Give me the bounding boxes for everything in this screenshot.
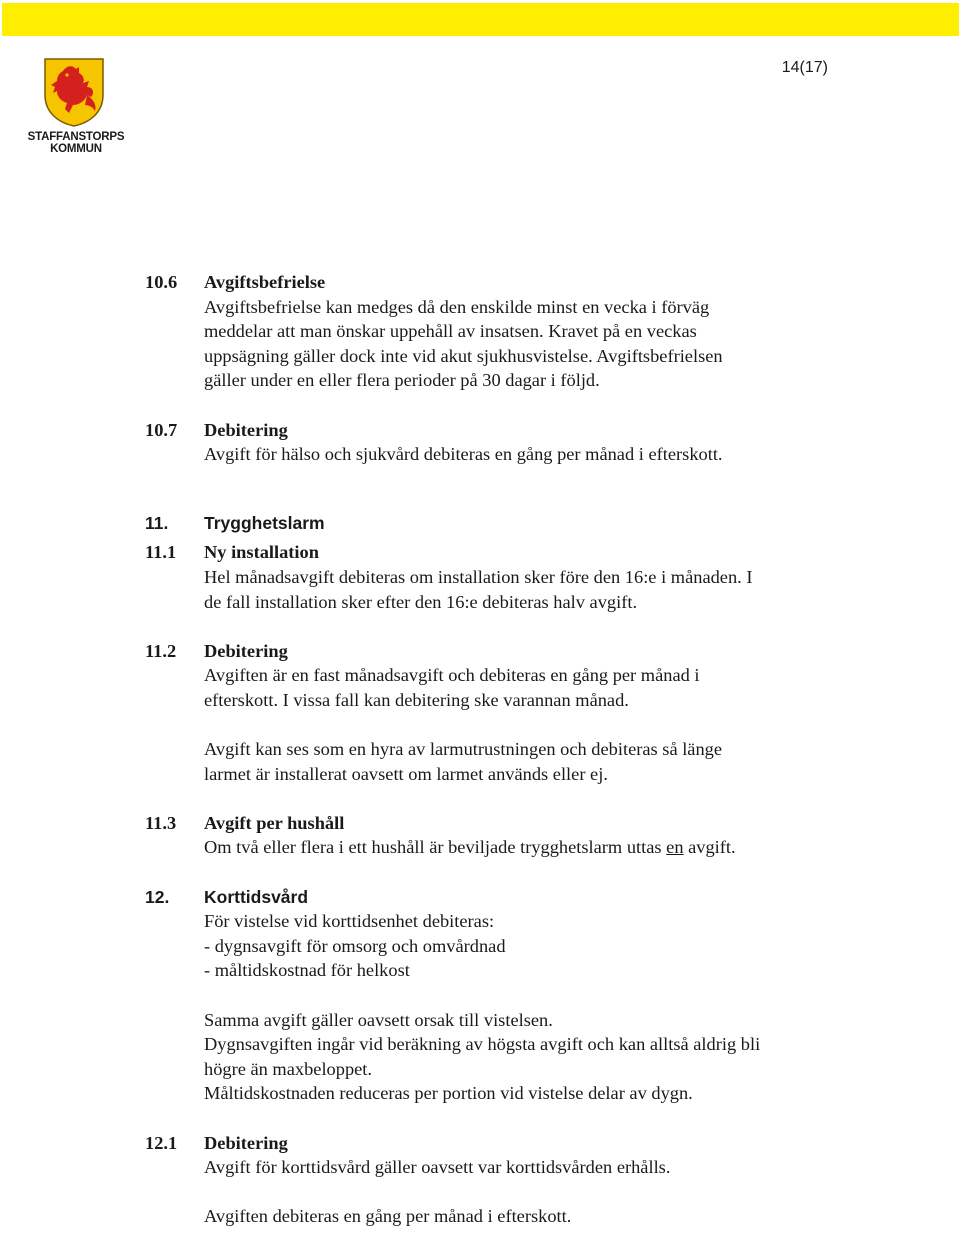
section-number: 12.1 (145, 1132, 178, 1153)
section-number: 11.2 (145, 640, 177, 661)
section-10-6 (145, 270, 875, 393)
list-item: - dygnsavgift för omsorg och omvårdnad (204, 935, 506, 956)
paragraph-line: högre än maxbeloppet. (204, 1058, 373, 1079)
paragraph-line: Avgift för hälso och sjukvård debiteras en gång per månad i efterskott. (204, 444, 723, 465)
section-title: Debitering (204, 640, 288, 661)
header-yellow-bar (2, 3, 959, 36)
section-title: Avgift per hushåll (204, 812, 345, 833)
section-11-2 (145, 639, 875, 787)
section-title: Debitering (204, 1132, 288, 1153)
section-title: Ny installation (204, 542, 319, 563)
section-10-7 (145, 418, 875, 467)
section-number: 11. (145, 512, 169, 533)
paragraph-line: För vistelse vid korttidsenhet debiteras: (204, 911, 495, 932)
section-number: 10.6 (145, 272, 178, 292)
paragraph-line: Måltidskostnaden reduceras per portion vid vistelse delar av dygn. (204, 1083, 693, 1104)
paragraph-line: larmet är installerat oavsett om larmet används eller ej. (204, 763, 608, 784)
section-11 (145, 511, 875, 536)
logo-text-line1: STAFFANSTORPS (27, 131, 125, 143)
paragraph-line: Hel månadsavgift debiteras om installation sker före den 16:e i månaden. I (204, 566, 753, 587)
paragraph-line (204, 835, 875, 860)
paragraph-line: uppsägning gäller dock inte vid akut sjukhusvistelse. Avgiftsbefrielsen (204, 345, 723, 366)
section-11-1 (145, 540, 875, 614)
staffanstorp-logo (24, 57, 128, 155)
document-body (145, 270, 875, 1229)
section-number: 12. (145, 886, 170, 907)
paragraph-line: gäller under en eller flera perioder på 30 dagar i följd. (204, 370, 600, 391)
paragraph-line: meddelar att man önskar uppehåll av insatsen. Kravet på en veckas (204, 321, 697, 342)
paragraph-line: Avgiften är en fast månadsavgift och debiteras en gång per månad i (204, 665, 700, 686)
section-12 (145, 885, 875, 1106)
page-number: 14(17) (781, 59, 828, 76)
text-segment: Om två eller flera i ett hushåll är beviljade trygghetslarm uttas (204, 837, 667, 858)
paragraph-line: de fall installation sker efter den 16:e debiteras halv avgift. (204, 591, 638, 612)
section-number: 11.3 (145, 812, 177, 833)
underlined-word: en (666, 837, 684, 858)
logo-text-line2: KOMMUN (50, 143, 102, 155)
section-11-3 (145, 811, 875, 860)
paragraph-line: Avgiftsbefrielse kan medges då den enskilde minst en vecka i förväg (204, 296, 710, 317)
list-item: - måltidskostnad för helkost (204, 960, 410, 981)
section-number: 10.7 (145, 419, 178, 440)
section-12-1 (145, 1131, 875, 1229)
paragraph-line: Dygnsavgiften ingår vid beräkning av högsta avgift och kan alltså aldrig bli (204, 1034, 761, 1055)
paragraph-line: Samma avgift gäller oavsett orsak till vistelsen. (204, 1009, 553, 1030)
section-title: Korttidsvård (204, 886, 309, 907)
coat-of-arms-icon (43, 57, 105, 127)
section-title: Debitering (204, 419, 288, 440)
text-segment: avgift. (683, 837, 736, 858)
paragraph-line: Avgift för korttidsvård gäller oavsett var korttidsvården erhålls. (204, 1157, 671, 1178)
section-title: Trygghetslarm (204, 512, 325, 533)
section-title: Avgiftsbefrielse (204, 272, 326, 292)
paragraph-line: efterskott. I vissa fall kan debitering ske varannan månad. (204, 689, 629, 710)
section-number: 11.1 (145, 542, 177, 563)
paragraph-line: Avgift kan ses som en hyra av larmutrustningen och debiteras så länge (204, 739, 723, 760)
paragraph-line: Avgiften debiteras en gång per månad i efterskott. (204, 1206, 572, 1227)
